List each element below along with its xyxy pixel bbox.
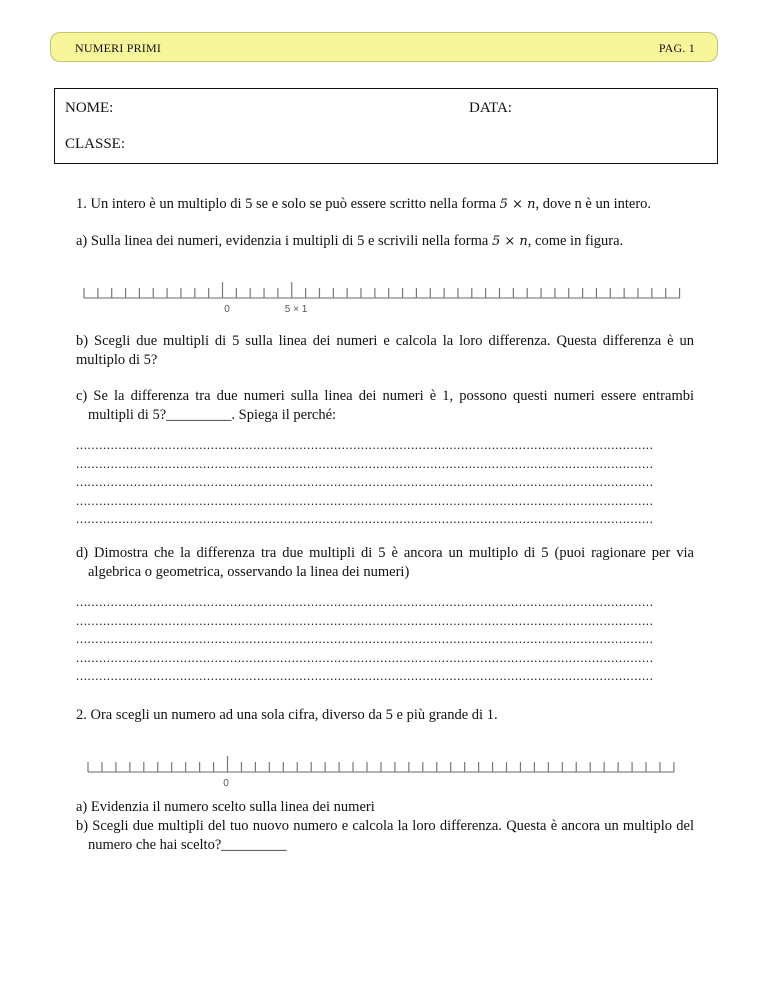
number-line-label-5x1: 5 × 1 bbox=[284, 304, 308, 315]
question-1d: d) Dimostra che la differenza tra due multipli di 5 è ancora un multiplo di 5 (puoi ragionare per via algebrica o geometrica, osservando la linea dei numeri) bbox=[76, 545, 694, 580]
question-1b: b) Scegli due multipli di 5 sulla linea dei numeri e calcola la loro differenza. Questa differenza è un multiplo di 5? bbox=[76, 333, 694, 368]
number-line-ticks bbox=[88, 756, 674, 772]
date-label: DATA: bbox=[469, 100, 512, 116]
number-line-label-zero: 0 bbox=[223, 778, 229, 789]
answer-lines-1c bbox=[76, 436, 694, 529]
number-line-1 bbox=[76, 268, 698, 318]
answer-line[interactable]: ...................................................................................................................................................... bbox=[76, 474, 654, 489]
question-2: 2. Ora scegli un numero ad una sola cifra, diverso da 5 e più grande di 1. bbox=[76, 707, 498, 723]
answer-line[interactable]: ...................................................................................................................................................... bbox=[76, 511, 654, 526]
header-title: NUMERI PRIMI bbox=[75, 41, 162, 55]
math-5n: 5 × n bbox=[499, 197, 536, 212]
answer-line[interactable]: ...................................................................................................................................................... bbox=[76, 492, 654, 508]
answer-line[interactable]: ...................................................................................................................................................... bbox=[76, 437, 654, 452]
answer-line[interactable]: ...................................................................................................................................................... bbox=[76, 649, 654, 665]
number-line-ticks bbox=[84, 282, 680, 298]
question-1c: c) Se la differenza tra due numeri sulla linea dei numeri è 1, possono questi numeri essere entrambi multipli di 5?_________. Spiega il perché: bbox=[76, 388, 694, 423]
question-2b: b) Scegli due multipli del tuo nuovo numero e calcola la loro differenza. Questa è ancora un multiplo del numero che hai scelto?_________ bbox=[76, 818, 694, 853]
page-number: PAG. 1 bbox=[658, 41, 695, 55]
answer-line[interactable]: ...................................................................................................................................................... bbox=[76, 631, 654, 646]
answer-line[interactable]: ...................................................................................................................................................... bbox=[76, 594, 654, 609]
answer-line[interactable]: ...................................................................................................................................................... bbox=[76, 612, 654, 628]
number-line-2 bbox=[76, 748, 698, 794]
question-1a: a) Sulla linea dei numeri, evidenzia i multipli di 5 e scrivili nella forma 5 × n, come in figura. bbox=[76, 233, 624, 249]
number-line-label-zero: 0 bbox=[224, 304, 230, 315]
page-header bbox=[50, 32, 718, 62]
question-2a: a) Evidenzia il numero scelto sulla linea dei numeri bbox=[76, 799, 375, 815]
answer-lines-1d bbox=[76, 593, 694, 686]
name-label: NOME: bbox=[65, 100, 114, 116]
question-1-intro: 1. Un intero è un multiplo di 5 se e solo se può essere scritto nella forma 5 × n, dove n è un intero. bbox=[76, 196, 652, 212]
class-label: CLASSE: bbox=[65, 136, 126, 152]
student-info-box bbox=[54, 88, 718, 164]
math-5n-a: 5 × n bbox=[491, 234, 528, 249]
answer-line[interactable]: ...................................................................................................................................................... bbox=[76, 668, 654, 683]
answer-line[interactable]: ...................................................................................................................................................... bbox=[76, 455, 654, 471]
